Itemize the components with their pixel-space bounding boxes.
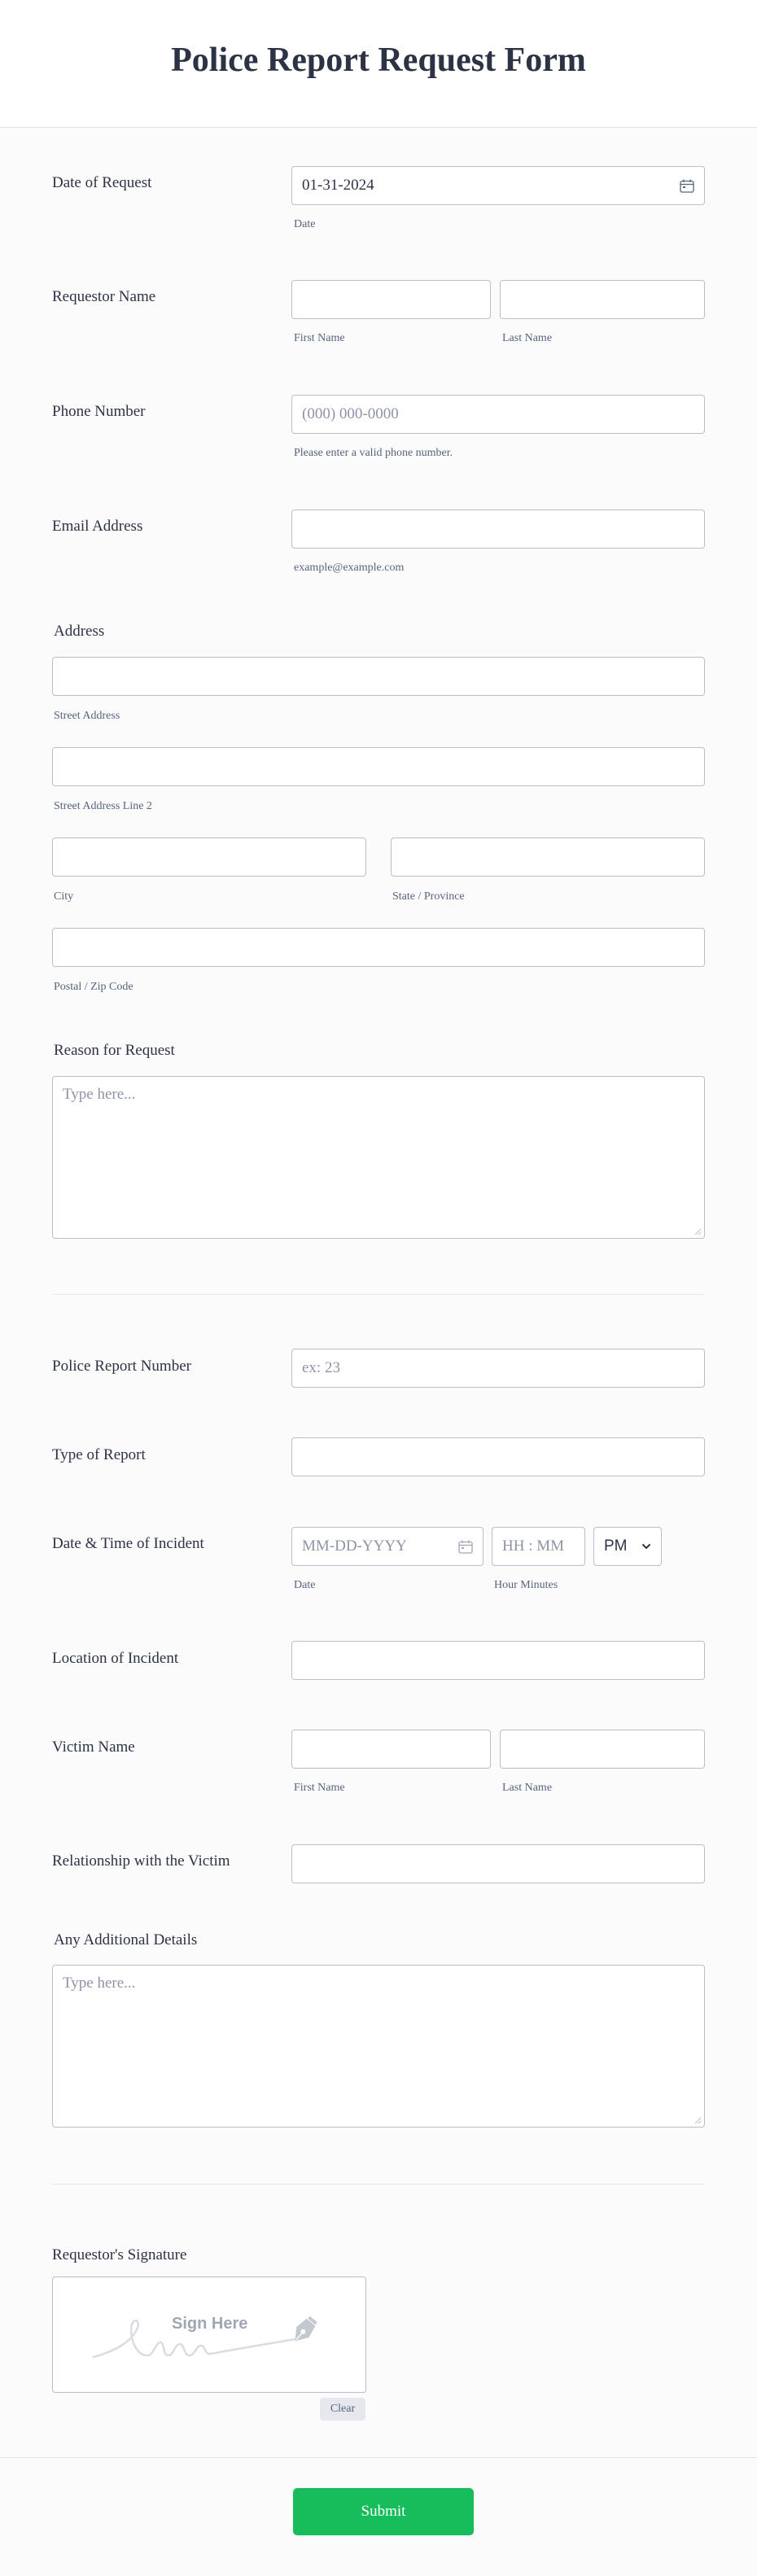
requestor-last-name-input[interactable] <box>500 280 705 319</box>
email-input[interactable] <box>291 510 705 549</box>
signature-hint: Sign Here <box>172 2315 248 2333</box>
city-sublabel: City <box>54 890 74 903</box>
section-divider <box>52 1294 705 1295</box>
postal-code-sublabel: Postal / Zip Code <box>54 981 133 993</box>
resize-grip-icon[interactable] <box>694 2116 702 2124</box>
victim-first-name-input[interactable] <box>291 1730 491 1769</box>
submit-button[interactable]: Submit <box>293 2488 474 2535</box>
relationship-input[interactable] <box>291 1844 705 1883</box>
location-label: Location of Incident <box>52 1650 179 1667</box>
postal-code-input[interactable] <box>52 928 705 967</box>
chevron-down-icon <box>641 1543 651 1550</box>
ampm-select[interactable] <box>593 1527 662 1566</box>
incident-time-placeholder: HH : MM <box>502 1537 565 1555</box>
report-type-label: Type of Report <box>52 1446 146 1463</box>
date-of-request-label: Date of Request <box>52 174 152 191</box>
incident-date-placeholder: MM-DD-YYYY <box>302 1537 407 1555</box>
victim-last-name-sublabel: Last Name <box>502 1782 553 1794</box>
victim-last-name-input[interactable] <box>500 1730 705 1769</box>
relationship-label: Relationship with the Victim <box>52 1852 230 1870</box>
incident-datetime-label: Date & Time of Incident <box>52 1535 204 1552</box>
date-of-request-input[interactable] <box>291 166 705 205</box>
signature-label: Requestor's Signature <box>52 2246 187 2263</box>
email-sublabel: example@example.com <box>294 562 405 574</box>
location-input[interactable] <box>291 1641 705 1680</box>
ampm-value: PM <box>604 1537 628 1555</box>
requestor-name-label: Requestor Name <box>52 288 156 305</box>
victim-first-name-sublabel: First Name <box>294 1782 345 1794</box>
requestor-first-name-input[interactable] <box>291 280 491 319</box>
street-address-line2-sublabel: Street Address Line 2 <box>54 800 152 812</box>
victim-name-label: Victim Name <box>52 1738 135 1756</box>
state-province-input[interactable] <box>391 838 705 877</box>
incident-time-sublabel: Hour Minutes <box>494 1579 558 1591</box>
incident-date-sublabel: Date <box>294 1579 316 1591</box>
street-address-line2-input[interactable] <box>52 747 705 786</box>
requestor-first-name-sublabel: First Name <box>294 332 345 344</box>
incident-date-input[interactable] <box>291 1527 484 1566</box>
report-number-input[interactable] <box>291 1349 705 1388</box>
street-address-sublabel: Street Address <box>54 710 120 722</box>
reason-label: Reason for Request <box>54 1042 175 1059</box>
resize-grip-icon[interactable] <box>694 1227 702 1236</box>
incident-time-input[interactable] <box>492 1527 585 1566</box>
details-label: Any Additional Details <box>54 1931 198 1948</box>
calendar-icon[interactable] <box>680 179 694 193</box>
email-label: Email Address <box>52 518 143 535</box>
pen-nib-icon <box>287 2315 320 2347</box>
section-divider <box>52 2184 705 2185</box>
report-number-label: Police Report Number <box>52 1358 191 1375</box>
requestor-last-name-sublabel: Last Name <box>502 332 553 344</box>
phone-sublabel: Please enter a valid phone number. <box>294 447 453 459</box>
state-province-sublabel: State / Province <box>392 890 465 903</box>
phone-input[interactable] <box>291 395 705 434</box>
signature-scribble <box>53 2277 367 2394</box>
signature-pad[interactable] <box>52 2276 366 2393</box>
reason-placeholder: Type here... <box>63 1086 136 1103</box>
address-label: Address <box>54 623 105 640</box>
phone-label: Phone Number <box>52 403 146 420</box>
reason-textarea[interactable] <box>52 1076 705 1239</box>
clear-signature-button[interactable]: Clear <box>320 2398 365 2421</box>
details-textarea[interactable] <box>52 1965 705 2128</box>
date-of-request-sublabel: Date <box>294 218 316 230</box>
date-of-request-value: 01-31-2024 <box>302 177 374 194</box>
street-address-input[interactable] <box>52 657 705 696</box>
form-title: Police Report Request Form <box>171 42 586 79</box>
details-placeholder: Type here... <box>63 1975 136 1992</box>
form-header <box>0 0 757 128</box>
report-number-placeholder: ex: 23 <box>302 1359 340 1376</box>
phone-placeholder: (000) 000-0000 <box>302 405 399 422</box>
city-input[interactable] <box>52 838 366 877</box>
calendar-icon[interactable] <box>458 1540 473 1554</box>
report-type-input[interactable] <box>291 1437 705 1476</box>
